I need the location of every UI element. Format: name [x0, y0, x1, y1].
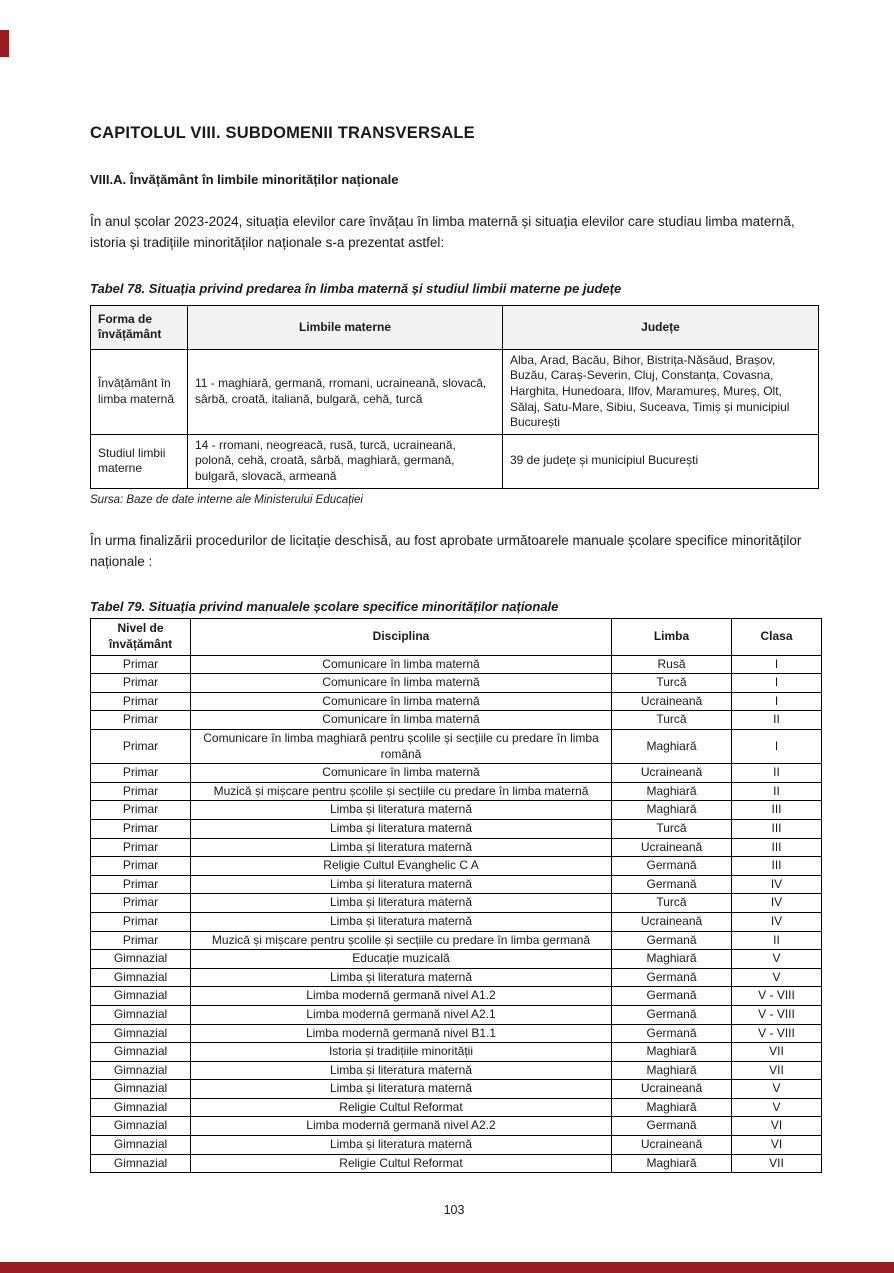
table-cell: Primar — [91, 692, 191, 711]
table-cell: VI — [732, 1136, 822, 1155]
table-cell: II — [732, 782, 822, 801]
table-cell: II — [732, 931, 822, 950]
table-cell: Primar — [91, 819, 191, 838]
table-cell: III — [732, 838, 822, 857]
table-cell: Primar — [91, 801, 191, 820]
table-cell: Comunicare în limba maternă — [191, 655, 612, 674]
table-limba-materna — [90, 305, 819, 489]
table-cell: III — [732, 819, 822, 838]
chapter-heading: CAPITOLUL VIII. SUBDOMENII TRANSVERSALE — [90, 124, 475, 142]
table-cell: V — [732, 1098, 822, 1117]
table-row — [91, 674, 822, 693]
table-cell: V - VIII — [732, 1024, 822, 1043]
table-cell: Limba modernă germană nivel A2.1 — [191, 1005, 612, 1024]
table-cell: Primar — [91, 782, 191, 801]
table-row — [91, 692, 822, 711]
table-cell: VI — [732, 1117, 822, 1136]
table-cell: Studiul limbii materne — [91, 434, 188, 488]
table-cell: Limba și literatura maternă — [191, 1136, 612, 1155]
table-cell: Turcă — [612, 894, 732, 913]
table-row — [91, 434, 819, 488]
table-cell: Germană — [612, 1024, 732, 1043]
table-cell: Maghiară — [612, 1098, 732, 1117]
column-header: Limbile materne — [188, 305, 503, 349]
document-page — [90, 0, 818, 1217]
table-cell: Gimnazial — [91, 1080, 191, 1099]
table-cell: Maghiară — [612, 730, 732, 764]
table-cell: Comunicare în limba maternă — [191, 674, 612, 693]
manuals-paragraph: În urma finalizării procedurilor de licitație deschisă, au fost aprobate următoarele manuale școlare specifice minorităților naționale : — [90, 532, 802, 569]
table-cell: Turcă — [612, 674, 732, 693]
table-cell: Gimnazial — [91, 968, 191, 987]
table-cell: Limba modernă germană nivel A1.2 — [191, 987, 612, 1006]
table-row — [91, 950, 822, 969]
table-cell: Comunicare în limba maternă — [191, 692, 612, 711]
table-cell: Ucraineană — [612, 1080, 732, 1099]
column-header: Județe — [503, 305, 819, 349]
table-cell: Gimnazial — [91, 1117, 191, 1136]
table-cell: VII — [732, 1043, 822, 1062]
column-header: Disciplina — [191, 619, 612, 655]
table-cell: Germană — [612, 931, 732, 950]
table-cell: Turcă — [612, 711, 732, 730]
table-cell: Germană — [612, 875, 732, 894]
column-header: Clasa — [732, 619, 822, 655]
left-edge-marker — [0, 30, 9, 57]
table-cell: Limba și literatura maternă — [191, 1061, 612, 1080]
table-cell: Gimnazial — [91, 1024, 191, 1043]
table-cell: Maghiară — [612, 782, 732, 801]
table-cell: VII — [732, 1154, 822, 1173]
table-cell: Muzică și mișcare pentru școlile și secțiile cu predare în limba germană — [191, 931, 612, 950]
table-cell: Religie Cultul Evanghelic C A — [191, 857, 612, 876]
table-cell: Muzică și mișcare pentru școlile și secțiile cu predare în limba maternă — [191, 782, 612, 801]
table-cell: Ucraineană — [612, 912, 732, 931]
table-cell: Limba și literatura maternă — [191, 894, 612, 913]
table-cell: III — [732, 857, 822, 876]
table-cell: II — [732, 711, 822, 730]
table-cell: Gimnazial — [91, 1005, 191, 1024]
table-row — [91, 1061, 822, 1080]
table-row — [91, 1098, 822, 1117]
table-cell: V - VIII — [732, 987, 822, 1006]
table-row — [91, 838, 822, 857]
table-row — [91, 1117, 822, 1136]
table-row — [91, 912, 822, 931]
table-cell: Gimnazial — [91, 950, 191, 969]
table-cell: Limba și literatura maternă — [191, 968, 612, 987]
table-row — [91, 819, 822, 838]
table-cell: Primar — [91, 711, 191, 730]
table-row — [91, 1024, 822, 1043]
table-cell: Limba și literatura maternă — [191, 819, 612, 838]
table-cell: Limba și literatura maternă — [191, 838, 612, 857]
column-header: Nivel de învățământ — [91, 619, 191, 655]
table-cell: Comunicare în limba maternă — [191, 764, 612, 783]
table-cell: Limba modernă germană nivel A2.2 — [191, 1117, 612, 1136]
table-cell: Gimnazial — [91, 1061, 191, 1080]
table-cell: Limba și literatura maternă — [191, 801, 612, 820]
table-row — [91, 1005, 822, 1024]
table-cell: Limba și literatura maternă — [191, 1080, 612, 1099]
table-cell: Alba, Arad, Bacău, Bihor, Bistrița-Năsăud, Brașov, Buzău, Caraș-Severin, Cluj, Constanța, Covasna, Harghita, Hunedoara, Ilfov, Maramureș, Mureș, Olt, Sălaj, Satu-Mare, Sibiu, Suceava, Timiș și municipiul București — [503, 349, 819, 434]
table-row — [91, 857, 822, 876]
table-cell: V — [732, 1080, 822, 1099]
table-cell: V — [732, 950, 822, 969]
table-cell: 39 de județe și municipiul București — [503, 434, 819, 488]
table-cell: IV — [732, 875, 822, 894]
table-cell: 11 - maghiară, germană, rromani, ucraineană, slovacă, sârbă, croată, italiană, bulgară, cehă, turcă — [188, 349, 503, 434]
table-cell: Limba și literatura maternă — [191, 875, 612, 894]
table-cell: Germană — [612, 1005, 732, 1024]
table-cell: Ucraineană — [612, 764, 732, 783]
table-cell: Ucraineană — [612, 838, 732, 857]
table-cell: III — [732, 801, 822, 820]
table-row — [91, 782, 822, 801]
table-row — [91, 968, 822, 987]
table-cell: Primar — [91, 764, 191, 783]
table-cell: V - VIII — [732, 1005, 822, 1024]
table-row — [91, 894, 822, 913]
table-cell: IV — [732, 912, 822, 931]
table-row — [91, 801, 822, 820]
table-cell: Maghiară — [612, 950, 732, 969]
column-header: Limba — [612, 619, 732, 655]
table-cell: Germană — [612, 857, 732, 876]
table-row — [91, 1043, 822, 1062]
table-row — [91, 931, 822, 950]
table-cell: V — [732, 968, 822, 987]
table-cell: Maghiară — [612, 801, 732, 820]
table78-caption: Tabel 78. Situația privind predarea în limba maternă și studiul limbii materne pe județe — [90, 280, 622, 296]
table-cell: Limba modernă germană nivel B1.1 — [191, 1024, 612, 1043]
table-cell: Ucraineană — [612, 1136, 732, 1155]
table-row — [91, 730, 822, 764]
table-cell: Gimnazial — [91, 1098, 191, 1117]
table-row — [91, 875, 822, 894]
table-cell: Comunicare în limba maternă — [191, 711, 612, 730]
table-row — [91, 1136, 822, 1155]
table-header-row — [91, 305, 819, 349]
table-row — [91, 764, 822, 783]
table-cell: Primar — [91, 838, 191, 857]
table-cell: II — [732, 764, 822, 783]
table-cell: Primar — [91, 931, 191, 950]
table-row — [91, 1154, 822, 1173]
table-cell: Gimnazial — [91, 987, 191, 1006]
table-row — [91, 655, 822, 674]
table-header-row — [91, 619, 822, 655]
table-cell: Limba și literatura maternă — [191, 912, 612, 931]
table-cell: Germană — [612, 987, 732, 1006]
table-cell: I — [732, 692, 822, 711]
table-cell: Religie Cultul Reformat — [191, 1098, 612, 1117]
table-cell: 14 - rromani, neogreacă, rusă, turcă, ucraineană, polonă, cehă, croată, sârbă, maghiară, germană, bulgară, slovacă, armeană — [188, 434, 503, 488]
table-cell: Primar — [91, 857, 191, 876]
table-cell: Ucraineană — [612, 692, 732, 711]
table79-caption: Tabel 79. Situația privind manualele școlare specifice minorităților naționale — [90, 599, 559, 615]
table-cell: Germană — [612, 968, 732, 987]
table-cell: Religie Cultul Reformat — [191, 1154, 612, 1173]
column-header: Forma de învățământ — [91, 305, 188, 349]
table-cell: I — [732, 655, 822, 674]
table-row — [91, 711, 822, 730]
source-note: Sursa: Baze de date interne ale Ministerului Educației — [90, 493, 363, 506]
table-cell: Comunicare în limba maghiară pentru școlile și secțiile cu predare în limba română — [191, 730, 612, 764]
table-row — [91, 349, 819, 434]
table-cell: I — [732, 730, 822, 764]
table-cell: Istoria și tradițiile minorității — [191, 1043, 612, 1062]
table-cell: Primar — [91, 655, 191, 674]
intro-paragraph: În anul școlar 2023-2024, situația elevilor care învățau în limba maternă și situația elevilor care studiau limba maternă, istoria și tradițiile minorităților naționale s-a prezentat astfel: — [90, 214, 795, 250]
table-cell: Maghiară — [612, 1154, 732, 1173]
table-cell: Învățământ în limba maternă — [91, 349, 188, 434]
table-cell: Primar — [91, 730, 191, 764]
table-cell: Educație muzicală — [191, 950, 612, 969]
table-cell: Turcă — [612, 819, 732, 838]
section-subheading: VIII.A. Învățământ în limbile minorităților naționale — [90, 172, 399, 187]
table-cell: Maghiară — [612, 1061, 732, 1080]
table-cell: Gimnazial — [91, 1154, 191, 1173]
table-cell: Maghiară — [612, 1043, 732, 1062]
table-cell: Gimnazial — [91, 1043, 191, 1062]
table-cell: VII — [732, 1061, 822, 1080]
table-cell: Rusă — [612, 655, 732, 674]
table-row — [91, 1080, 822, 1099]
table-cell: Primar — [91, 912, 191, 931]
table-manuale-scolare — [90, 618, 822, 1173]
table-cell: Primar — [91, 674, 191, 693]
table-cell: Germană — [612, 1117, 732, 1136]
table-cell: Primar — [91, 875, 191, 894]
table-cell: Gimnazial — [91, 1136, 191, 1155]
table-cell: IV — [732, 894, 822, 913]
table-cell: I — [732, 674, 822, 693]
bottom-edge-bar — [0, 1262, 894, 1273]
page-number: 103 — [443, 1203, 465, 1218]
table-cell: Primar — [91, 894, 191, 913]
table-row — [91, 987, 822, 1006]
